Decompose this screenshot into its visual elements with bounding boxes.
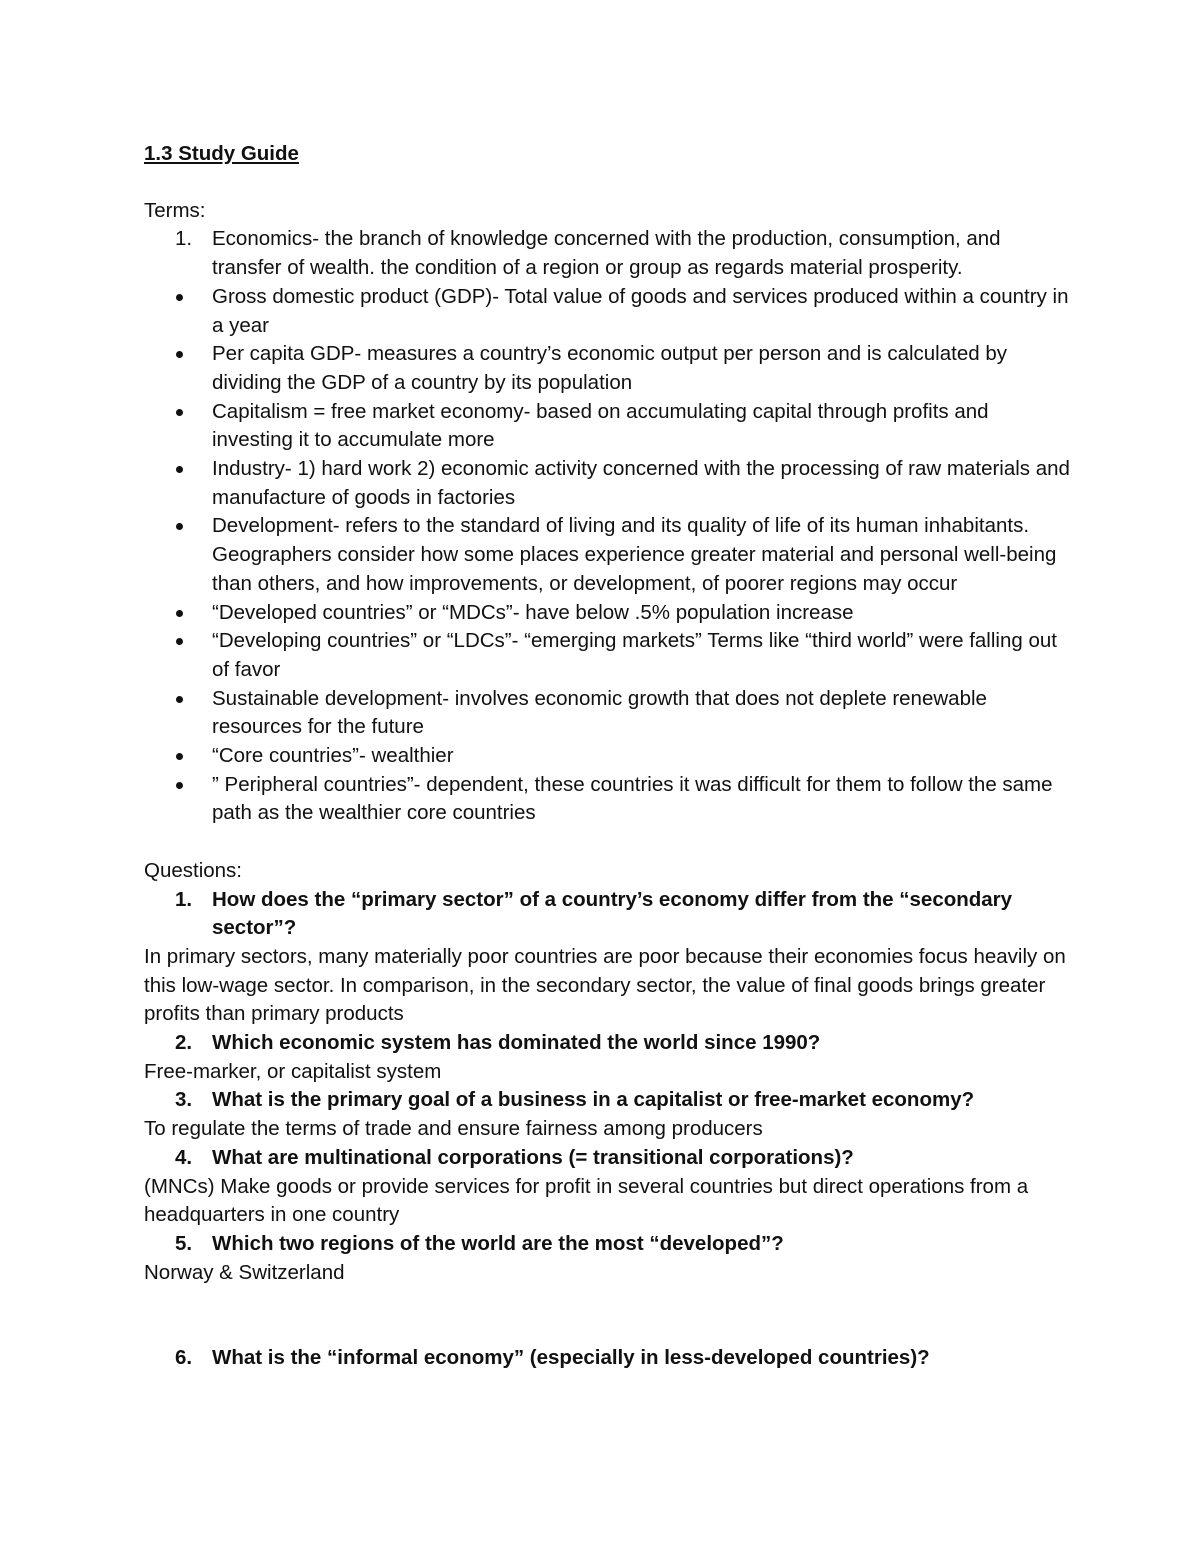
- term-text: Gross domestic product (GDP)- Total value of goods and services produced within a country in a year: [212, 284, 1069, 337]
- bullet-icon: [176, 610, 183, 617]
- term-text: Capitalism = free market economy- based on accumulating capital through profits and investing it to accumulate more: [212, 399, 989, 452]
- term-item: [144, 685, 1074, 742]
- term-item: [144, 398, 1074, 455]
- question-text: Which two regions of the world are the most “developed”?: [212, 1232, 784, 1255]
- question-text: How does the “primary sector” of a country’s economy differ from the “secondary sector”?: [212, 887, 1013, 940]
- question-text: Which economic system has dominated the world since 1990?: [212, 1031, 821, 1055]
- question-text: What are multinational corporations (= transitional corporations)?: [212, 1145, 854, 1169]
- answer-text: To regulate the terms of trade and ensure fairness among producers: [144, 1117, 763, 1141]
- term-text: Economics- the branch of knowledge concerned with the production, consumption, and transfer of wealth. the condition of a region or group as regards material prosperity.: [212, 227, 1001, 280]
- term-item: [144, 225, 1074, 282]
- bullet-icon: [176, 638, 183, 645]
- answer-text: Free-marker, or capitalist system: [144, 1059, 442, 1083]
- spacer: [144, 1287, 1074, 1344]
- question-number: 3.: [175, 1088, 193, 1112]
- document-page: [144, 140, 1074, 1373]
- question-text: What is the “informal economy” (especially in less-developed countries)?: [212, 1346, 930, 1370]
- question-item: [144, 1230, 1074, 1259]
- answer-text: In primary sectors, many materially poor countries are poor because their economies focus heavily on this low-wage sector. In comparison, in the secondary sector, the value of final goods brings greater profits than primary products: [144, 944, 1066, 1026]
- term-text: ” Peripheral countries”- dependent, these countries it was difficult for them to follow the same path as the wealthier core countries: [212, 772, 1053, 825]
- terms-list: [144, 225, 1074, 828]
- question-number: 1.: [175, 887, 193, 911]
- question-item: [144, 1344, 1074, 1373]
- term-item: [144, 742, 1074, 771]
- bullet-icon: [176, 782, 183, 789]
- term-item: [144, 627, 1074, 684]
- question-number: 2.: [175, 1031, 193, 1055]
- term-item: [144, 771, 1074, 828]
- questions-heading: Questions:: [144, 858, 242, 882]
- question-text: What is the primary goal of a business in a capitalist or free-market economy?: [212, 1088, 975, 1112]
- bullet-icon: [176, 696, 183, 703]
- term-text: Industry- 1) hard work 2) economic activity concerned with the processing of raw materials and manufacture of goods in factories: [212, 457, 1070, 509]
- term-text: “Core countries”- wealthier: [212, 744, 454, 768]
- bullet-icon: [176, 294, 183, 301]
- terms-heading: Terms:: [144, 198, 206, 222]
- bullet-icon: [176, 466, 183, 473]
- question-item: [144, 1029, 1074, 1058]
- question-number: 6.: [175, 1346, 193, 1370]
- term-text: Per capita GDP- measures a country’s economic output per person and is calculated by dividing the GDP of a country by its population: [212, 342, 1007, 394]
- question-item: [144, 1086, 1074, 1115]
- term-item: [144, 512, 1074, 598]
- bullet-icon: [176, 409, 183, 416]
- answer-text: (MNCs) Make goods or provide services for profit in several countries but direct operations from a headquarters in one country: [144, 1174, 1029, 1227]
- bullet-icon: [176, 523, 183, 530]
- spacer: [144, 828, 1074, 857]
- term-item: [144, 455, 1074, 512]
- term-item: [144, 599, 1074, 628]
- question-item: [144, 886, 1074, 943]
- term-text: “Developing countries” or “LDCs”- “emerging markets” Terms like “third world” were falling out of favor: [212, 629, 1057, 681]
- question-item: [144, 1144, 1074, 1173]
- answer-text: Norway & Switzerland: [144, 1260, 345, 1284]
- term-text: “Developed countries” or “MDCs”- have below .5% population increase: [212, 600, 854, 624]
- term-text: Development- refers to the standard of living and its quality of life of its human inhabitants. Geographers consider how some places experience greater material and personal well-being than others, and how improvements, or development, of poorer regions may occur: [212, 514, 1057, 595]
- bullet-icon: [176, 351, 183, 358]
- questions-list: [144, 886, 1074, 1374]
- term-item: [144, 340, 1074, 397]
- document-title: 1.3 Study Guide: [144, 142, 299, 165]
- term-item: [144, 283, 1074, 340]
- term-number: 1.: [175, 227, 193, 251]
- term-text: Sustainable development- involves economic growth that does not deplete renewable resources for the future: [212, 686, 987, 739]
- question-number: 4.: [175, 1145, 193, 1169]
- bullet-icon: [176, 753, 183, 760]
- question-number: 5.: [175, 1232, 193, 1255]
